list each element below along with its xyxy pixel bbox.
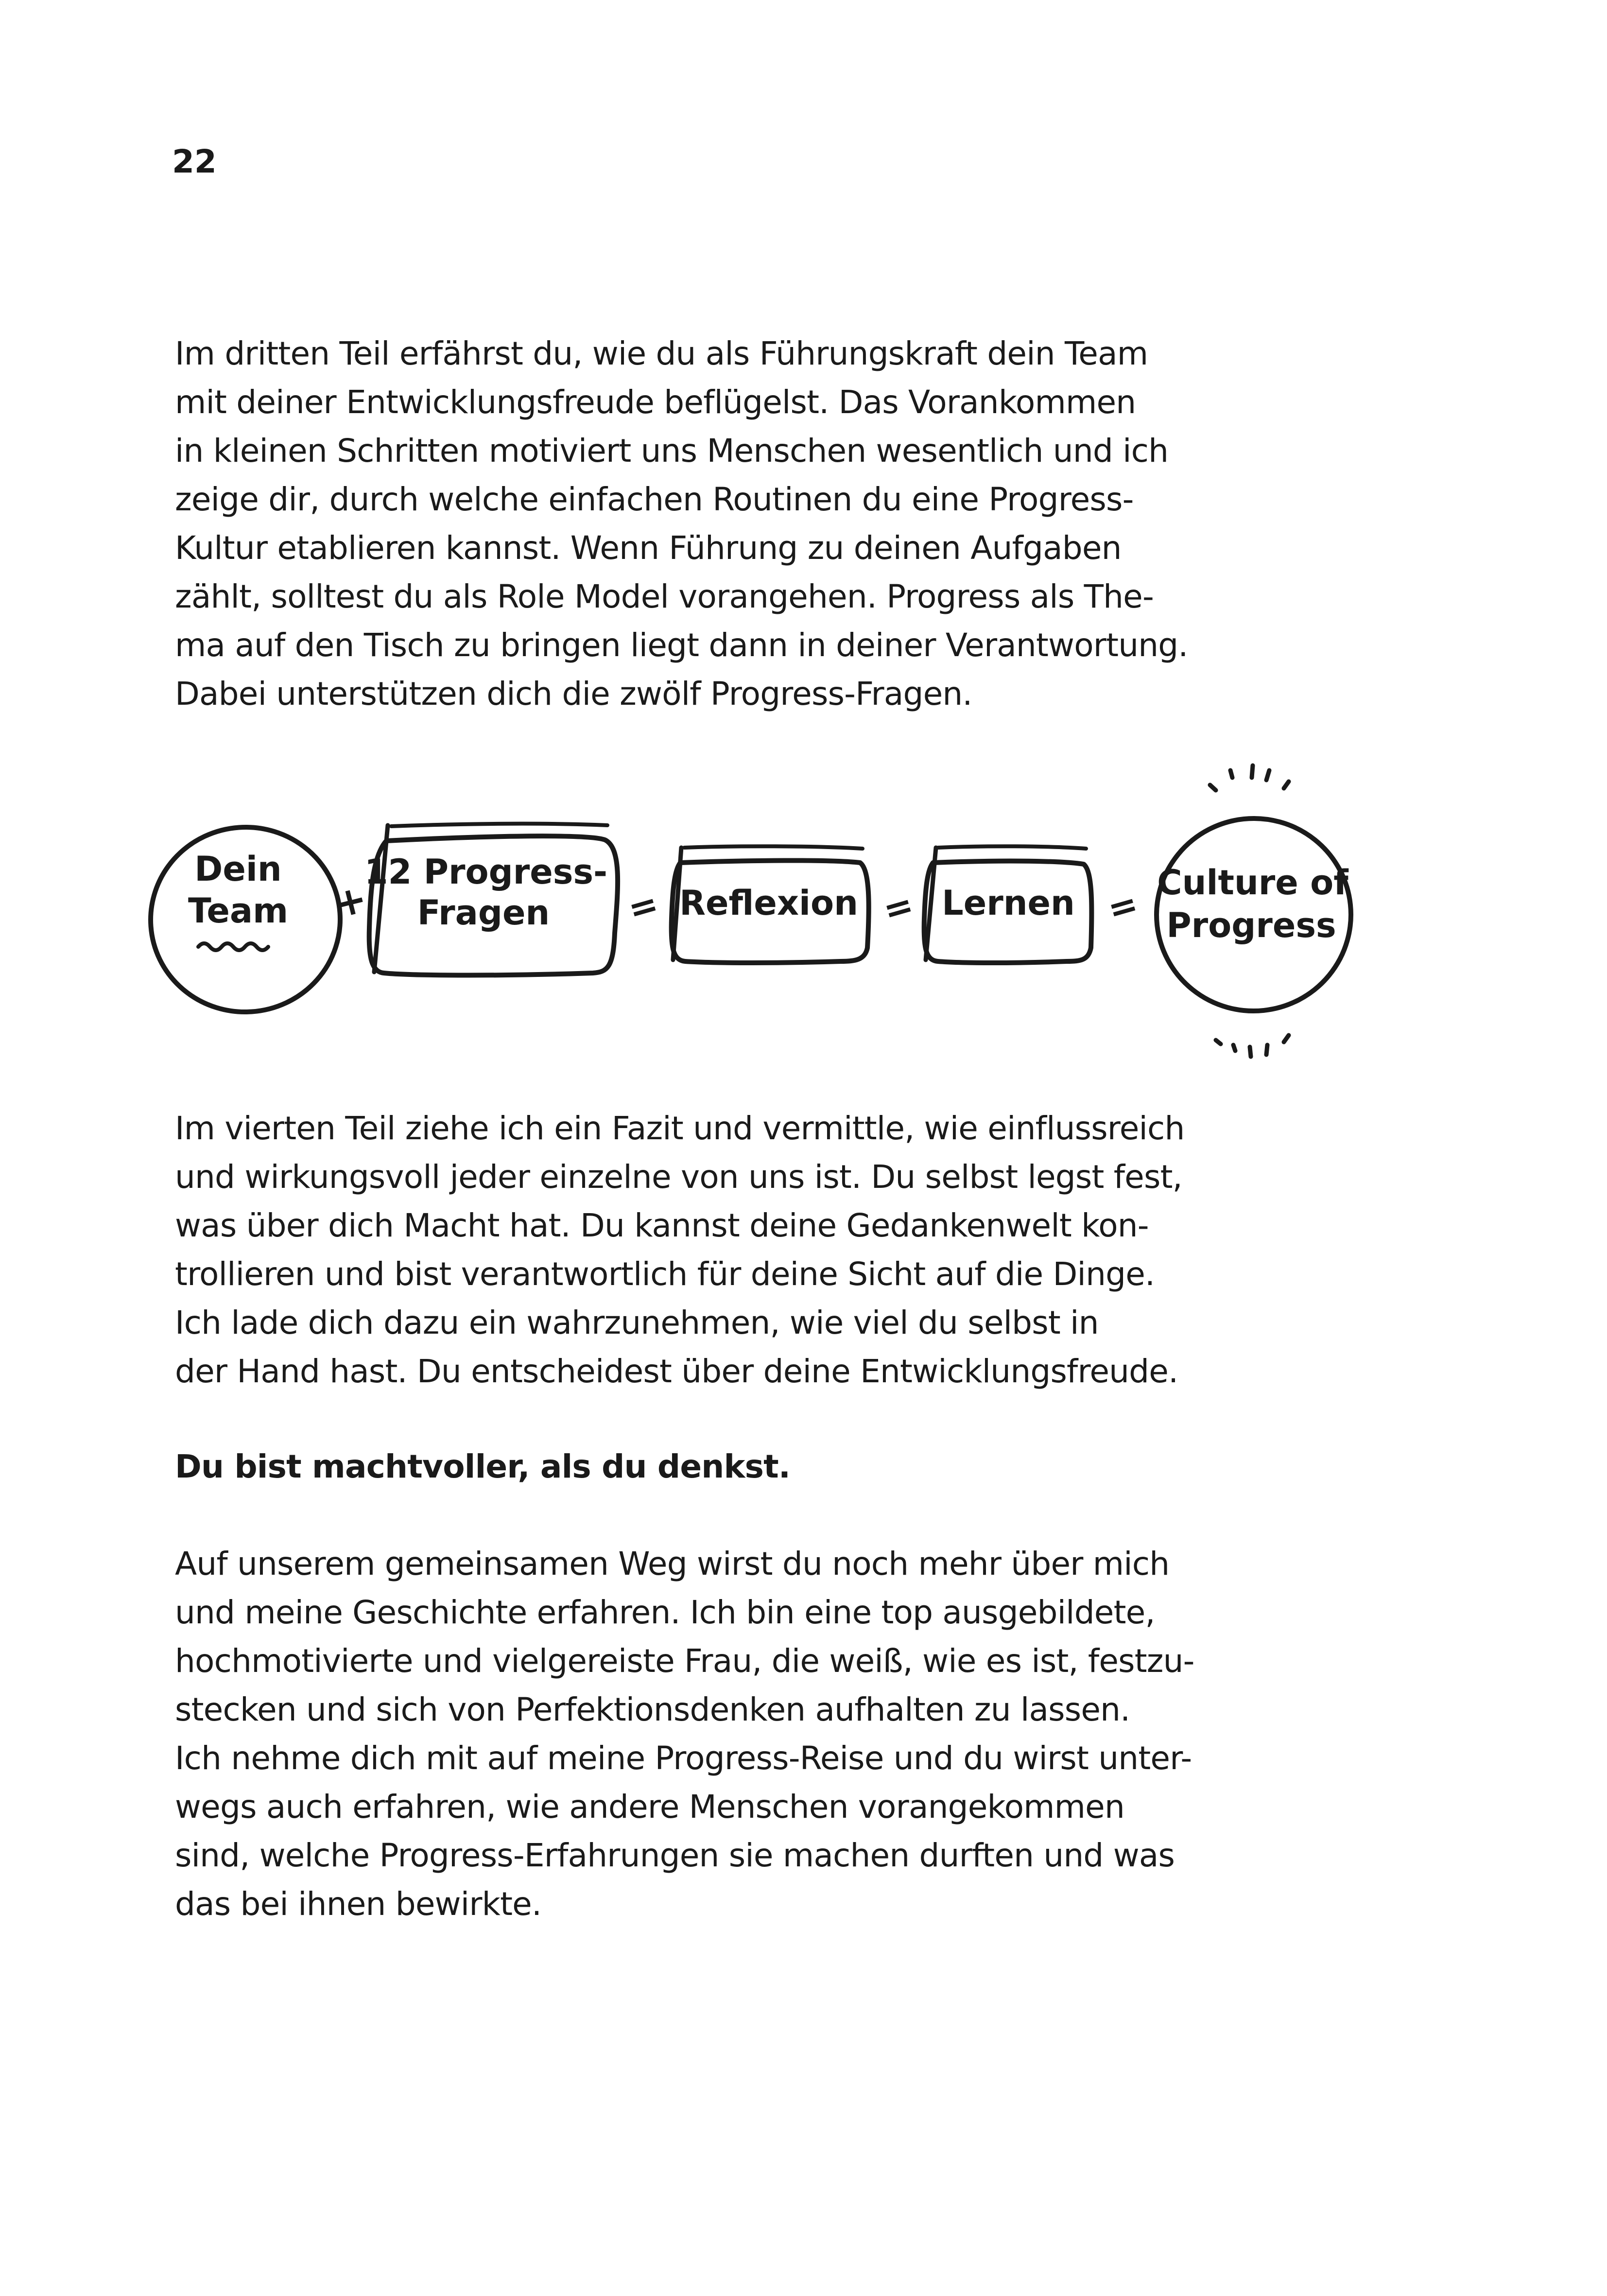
learning-node bbox=[924, 846, 1092, 963]
questions-label-line2: Fragen bbox=[417, 893, 550, 933]
text-line: Kultur etablieren kannst. Wenn Führung zu deinen Aufgaben bbox=[175, 529, 1122, 567]
paragraph-part-four bbox=[175, 1104, 1293, 1396]
equals-sign: = bbox=[879, 884, 918, 931]
plus-sign: + bbox=[328, 875, 372, 927]
text-line: wegs auch erfahren, wie andere Menschen vorangekommen bbox=[175, 1788, 1125, 1826]
text-line: Auf unserem gemeinsamen Weg wirst du noch mehr über mich bbox=[175, 1545, 1170, 1583]
text-line: das bei ihnen bewirkte. bbox=[175, 1885, 542, 1923]
text-line: in kleinen Schritten motiviert uns Menschen wesentlich und ich bbox=[175, 432, 1169, 470]
text-line: ma auf den Tisch zu bringen liegt dann in deiner Verantwortung. bbox=[175, 626, 1188, 664]
reflection-node bbox=[672, 846, 869, 963]
text-line: der Hand hast. Du entscheidest über deine Entwicklungsfreude. bbox=[175, 1353, 1178, 1390]
text-line: Ich lade dich dazu ein wahrzunehmen, wie viel du selbst in bbox=[175, 1304, 1099, 1341]
text-line: sind, welche Progress-Erfahrungen sie machen durften und was bbox=[175, 1837, 1175, 1874]
paragraph-part-three bbox=[175, 330, 1293, 718]
text-line: Dabei unterstützen dich die zwölf Progress-Fragen. bbox=[175, 675, 972, 713]
team-label-line1: Dein bbox=[194, 849, 282, 889]
text-line: und meine Geschichte erfahren. Ich bin eine top ausgebildete, bbox=[175, 1594, 1155, 1631]
reflection-label: Reflexion bbox=[679, 883, 858, 923]
page-number: 22 bbox=[172, 143, 217, 180]
text-line: hochmotivierte und vielgereiste Frau, die weiß, wie es ist, festzu- bbox=[175, 1642, 1194, 1680]
text-line: zeige dir, durch welche einfachen Routinen du eine Progress- bbox=[175, 481, 1134, 518]
text-line: was über dich Macht hat. Du kannst deine Gedankenwelt kon- bbox=[175, 1207, 1149, 1244]
text-line: trollieren und bist verantwortlich für deine Sicht auf die Dinge. bbox=[175, 1255, 1155, 1293]
text-line: Im dritten Teil erfährst du, wie du als Führungskraft dein Team bbox=[175, 335, 1148, 372]
progress-culture-diagram bbox=[141, 744, 1395, 1064]
paragraph-journey bbox=[175, 1540, 1293, 1929]
text-line: stecken und sich von Perfektionsdenken aufhalten zu lassen. bbox=[175, 1691, 1130, 1728]
text-line: zählt, solltest du als Role Model vorangehen. Progress als The- bbox=[175, 578, 1154, 615]
culture-label-line2: Progress bbox=[1166, 905, 1336, 945]
culture-label-line1: Culture of bbox=[1157, 863, 1348, 903]
questions-node bbox=[364, 824, 618, 975]
text-line: und wirkungsvoll jeder einzelne von uns ist. Du selbst legst fest, bbox=[175, 1158, 1182, 1196]
text-line: mit deiner Entwicklungsfreude beflügelst. Das Vorankommen bbox=[175, 383, 1136, 421]
text-line: Ich nehme dich mit auf meine Progress-Reise und du wirst unter- bbox=[175, 1739, 1192, 1777]
questions-label-line1: 12 Progress- bbox=[364, 852, 608, 892]
equals-sign: = bbox=[623, 883, 663, 930]
radiance-marks-bottom bbox=[1216, 1035, 1289, 1057]
team-node bbox=[144, 821, 346, 1018]
text-line: Im vierten Teil ziehe ich ein Fazit und vermittle, wie einflussreich bbox=[175, 1110, 1185, 1147]
team-label-line2: Team bbox=[188, 891, 289, 931]
emphasis-statement: Du bist machtvoller, als du denkst. bbox=[175, 1448, 791, 1485]
culture-node bbox=[1147, 765, 1360, 1057]
wavy-underline bbox=[198, 943, 268, 950]
radiance-marks-top bbox=[1210, 765, 1289, 790]
learning-label: Lernen bbox=[942, 883, 1075, 923]
equals-sign: = bbox=[1103, 883, 1143, 930]
